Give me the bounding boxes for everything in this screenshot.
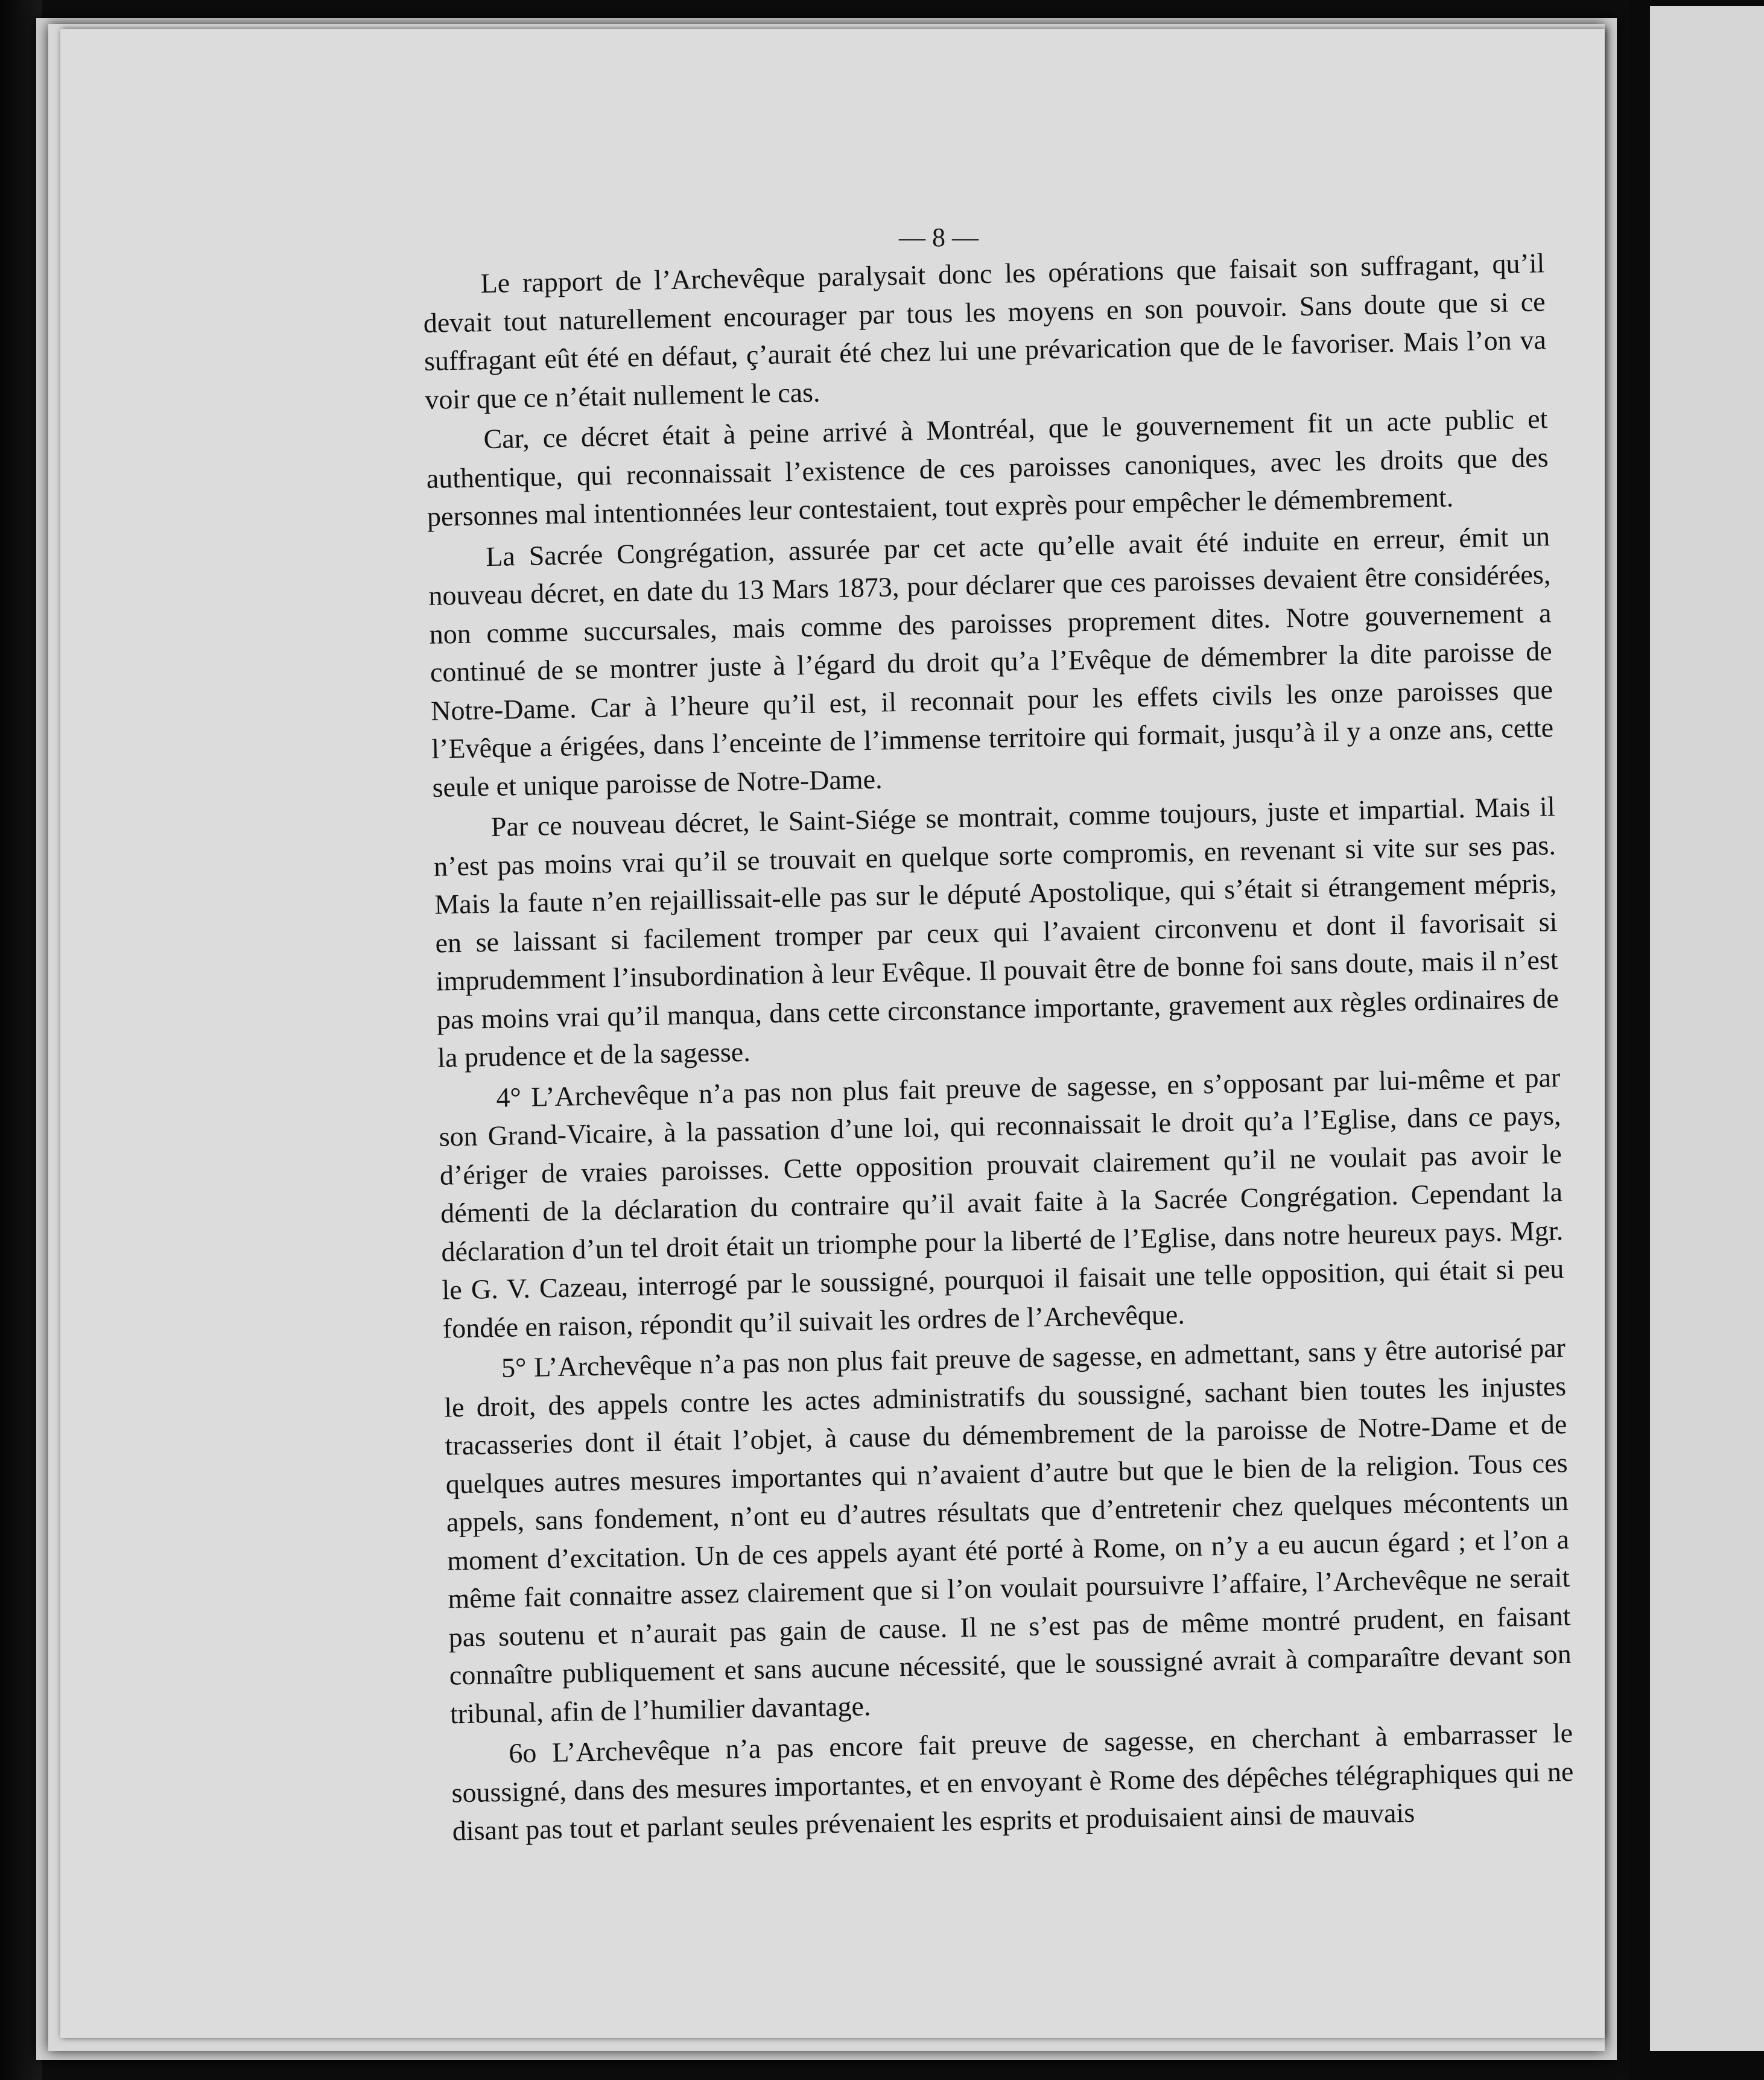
body-text	[422, 244, 1575, 1853]
paragraph: Le rapport de l’Archevêque paralysait donc les opérations que faisait son suffragant, qu’il devait tout naturellement encourager par tous les moyens en son pouvoir. Sans doute que si ce suffragant eût été en défaut, ç’aurait été chez lui une prévarication que de le favoriser. Mais l’on va voir que ce n’était nullement le cas.	[423, 247, 1547, 415]
paragraph: Car, ce décret était à peine arrivé à Montréal, que le gouvernement fit un acte public et authentique, qui reconnaissait l’existence de ces paroisses canoniques, avec les droits que des personnes mal intentionnées leur contestaient, tout exprès pour empêcher le démembrement.	[426, 403, 1549, 532]
page-number: — 8 —	[899, 223, 979, 252]
facing-page-edge	[1650, 6, 1764, 2051]
paragraph: La Sacrée Congrégation, assurée par cet acte qu’elle avait été induite en erreur, émit un nouveau décret, en date du 13 Mars 1873, pour déclarer que ces paroisses devaient être considérées, non comme succursales, mais comme des paroisses proprement dites. Notre gouvernement a continué de se montrer juste à l’égard du droit qu’a l’Evêque de démembrer la dite paroisse de Notre-Dame. Car à l’heure qu’il est, il reconnait pour les effets civils les onze paroisses que l’Evêque a érigées, dans l’enceinte de l’immense territoire qui formait, jusqu’à il y a onze ans, cette seule et unique paroisse de Notre-Dame.	[428, 520, 1554, 803]
paragraph: 5° L’Archevêque n’a pas non plus fait preuve de sagesse, en admettant, sans y être autorisé par le droit, des appels contre les actes administratifs du soussigné, sachant bien toutes les injustes tracasseries dont il était l’objet, à cause du démembrement de la paroisse de Notre-Dame et de quelques autres mesures importantes qui n’avaient d’autre but que le bien de la religion. Tous ces appels, sans fondement, n’ont eu d’autres résultats que d’entretenir chez quelques mécontents un moment d’excitation. Un de ces appels ayant été porté à Rome, on n’y a eu aucun égard ; et l’on a même fait connaitre assez clairement que si l’on voulait poursuivre l’affaire, l’Archevêque ne serait pas soutenu et n’aurait pas gain de cause. Il ne s’est pas de même montré prudent, en faisant connaître publiquement et sans aucune nécessité, que le soussigné avrait à comparaître devant son tribunal, afin de l’humilier davantage.	[443, 1331, 1572, 1730]
paragraph: 6o L’Archevêque n’a pas encore fait preuve de sagesse, en cherchant à embarrasser le soussigné, dans des mesures importantes, et en envoyant è Rome des dépêches télégraphiques qui ne disant pas tout et parlant seules prévenaient les esprits et produisaient ainsi de mauvais	[451, 1717, 1574, 1847]
paragraph: 4° L’Archevêque n’a pas non plus fait preuve de sagesse, en s’opposant par lui-même et par son Grand-Vicaire, à la passation d’une loi, qui reconnaissait le droit qu’a l’Eglise, dans ce pays, d’ériger de vraies paroisses. Cette opposition prouvait clairement qu’il ne voulait pas avoir le démenti de la déclaration du contraire qu’il avait faite à la Sacrée Congrégation. Cependant la déclaration d’un tel droit était un triomphe pour la liberté de l’Eglise, dans notre heureux pays. Mgr. le G. V. Cazeau, interrogé par le soussigné, pourquoi il faisait une telle opposition, qui était si peu fondée en raison, répondit qu’il suivait les ordres de l’Archevêque.	[439, 1061, 1564, 1344]
paragraph: Par ce nouveau décret, le Saint-Siége se montrait, comme toujours, juste et impartial. Mais il n’est pas moins vrai qu’il se trouvait en quelque sorte compromis, en revenant si vite sur ses pas. Mais la faute n’en rejaillissait-elle pas sur le député Apostolique, qui s’était si étrangement mépris, en se laissant si facilement tromper par ceux qui l’avaient circonvenu et dont il favorisait si imprudemment l’insubordination à leur Evêque. Il pouvait être de bonne foi sans doute, mais il n’est pas moins vrai qu’il manqua, dans cette circonstance importante, gravement aux règles ordinaires de la prudence et de la sagesse.	[433, 791, 1559, 1073]
